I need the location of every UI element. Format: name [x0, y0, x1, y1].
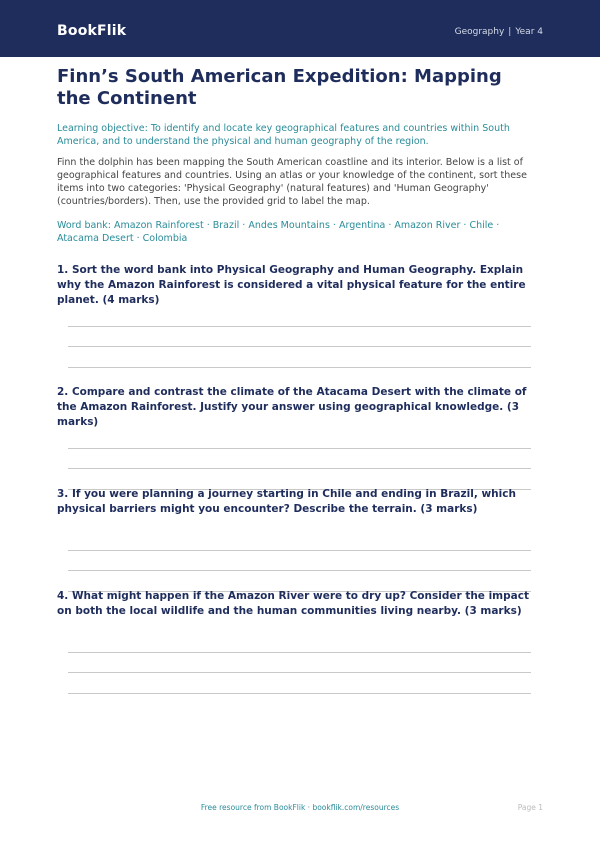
answer-line[interactable]	[68, 652, 531, 653]
question-1: 1. Sort the word bank into Physical Geography and Human Geography. Explain why the Amazon Rainforest is considered a vital physical feature for the entire planet. (4 marks)	[57, 264, 526, 306]
question-3: 3. If you were planning a journey starting in Chile and ending in Brazil, which physical barriers might you encounter? Describe the terrain. (3 marks)	[57, 488, 516, 515]
answer-line[interactable]	[68, 367, 531, 368]
answer-line[interactable]	[68, 346, 531, 347]
header-bar	[0, 0, 600, 57]
question-2: 2. Compare and contrast the climate of the Atacama Desert with the climate of the Amazon Rainforest. Justify your answer using geographical knowledge. (3 marks)	[57, 386, 527, 428]
question-4: 4. What might happen if the Amazon River were to dry up? Consider the impact on both the local wildlife and the human communities living nearby. (3 marks)	[57, 590, 529, 617]
brand-logo[interactable]: BookFlik	[57, 23, 127, 39]
answer-line[interactable]	[68, 468, 531, 469]
intro-paragraph: Finn the dolphin has been mapping the South American coastline and its interior. Below is a list of geographical features and countries. Using an atlas or your knowledge of the continent, sort these items into two categories: 'Physical Geography' (natural features) and 'Human Geography' (countries/borders). Then, use the provided grid to label the map.	[57, 157, 527, 207]
subject-label: Geography	[454, 27, 505, 37]
subject-breadcrumb	[455, 27, 543, 37]
answer-line[interactable]	[68, 550, 531, 551]
word-bank: Word bank: Amazon Rainforest · Brazil · Andes Mountains · Argentina · Amazon River · Chile · Atacama Desert · Colombia	[57, 220, 500, 244]
answer-line[interactable]	[68, 448, 531, 449]
answer-line[interactable]	[68, 570, 531, 571]
year-label: Year 4	[515, 27, 543, 37]
answer-line[interactable]	[68, 693, 531, 694]
learning-objective: Learning objective: To identify and locate key geographical features and countries within South America, and to understand the physical and human geography of the region.	[57, 123, 510, 147]
footer-link[interactable]: Free resource from BookFlik · bookflik.com/resources	[200, 803, 400, 812]
answer-line[interactable]	[68, 326, 531, 327]
page-number: Page 1	[517, 803, 543, 812]
breadcrumb-separator: |	[508, 27, 512, 37]
answer-line[interactable]	[68, 672, 531, 673]
page-title: Finn’s South American Expedition: Mapping the Continent	[57, 66, 502, 109]
